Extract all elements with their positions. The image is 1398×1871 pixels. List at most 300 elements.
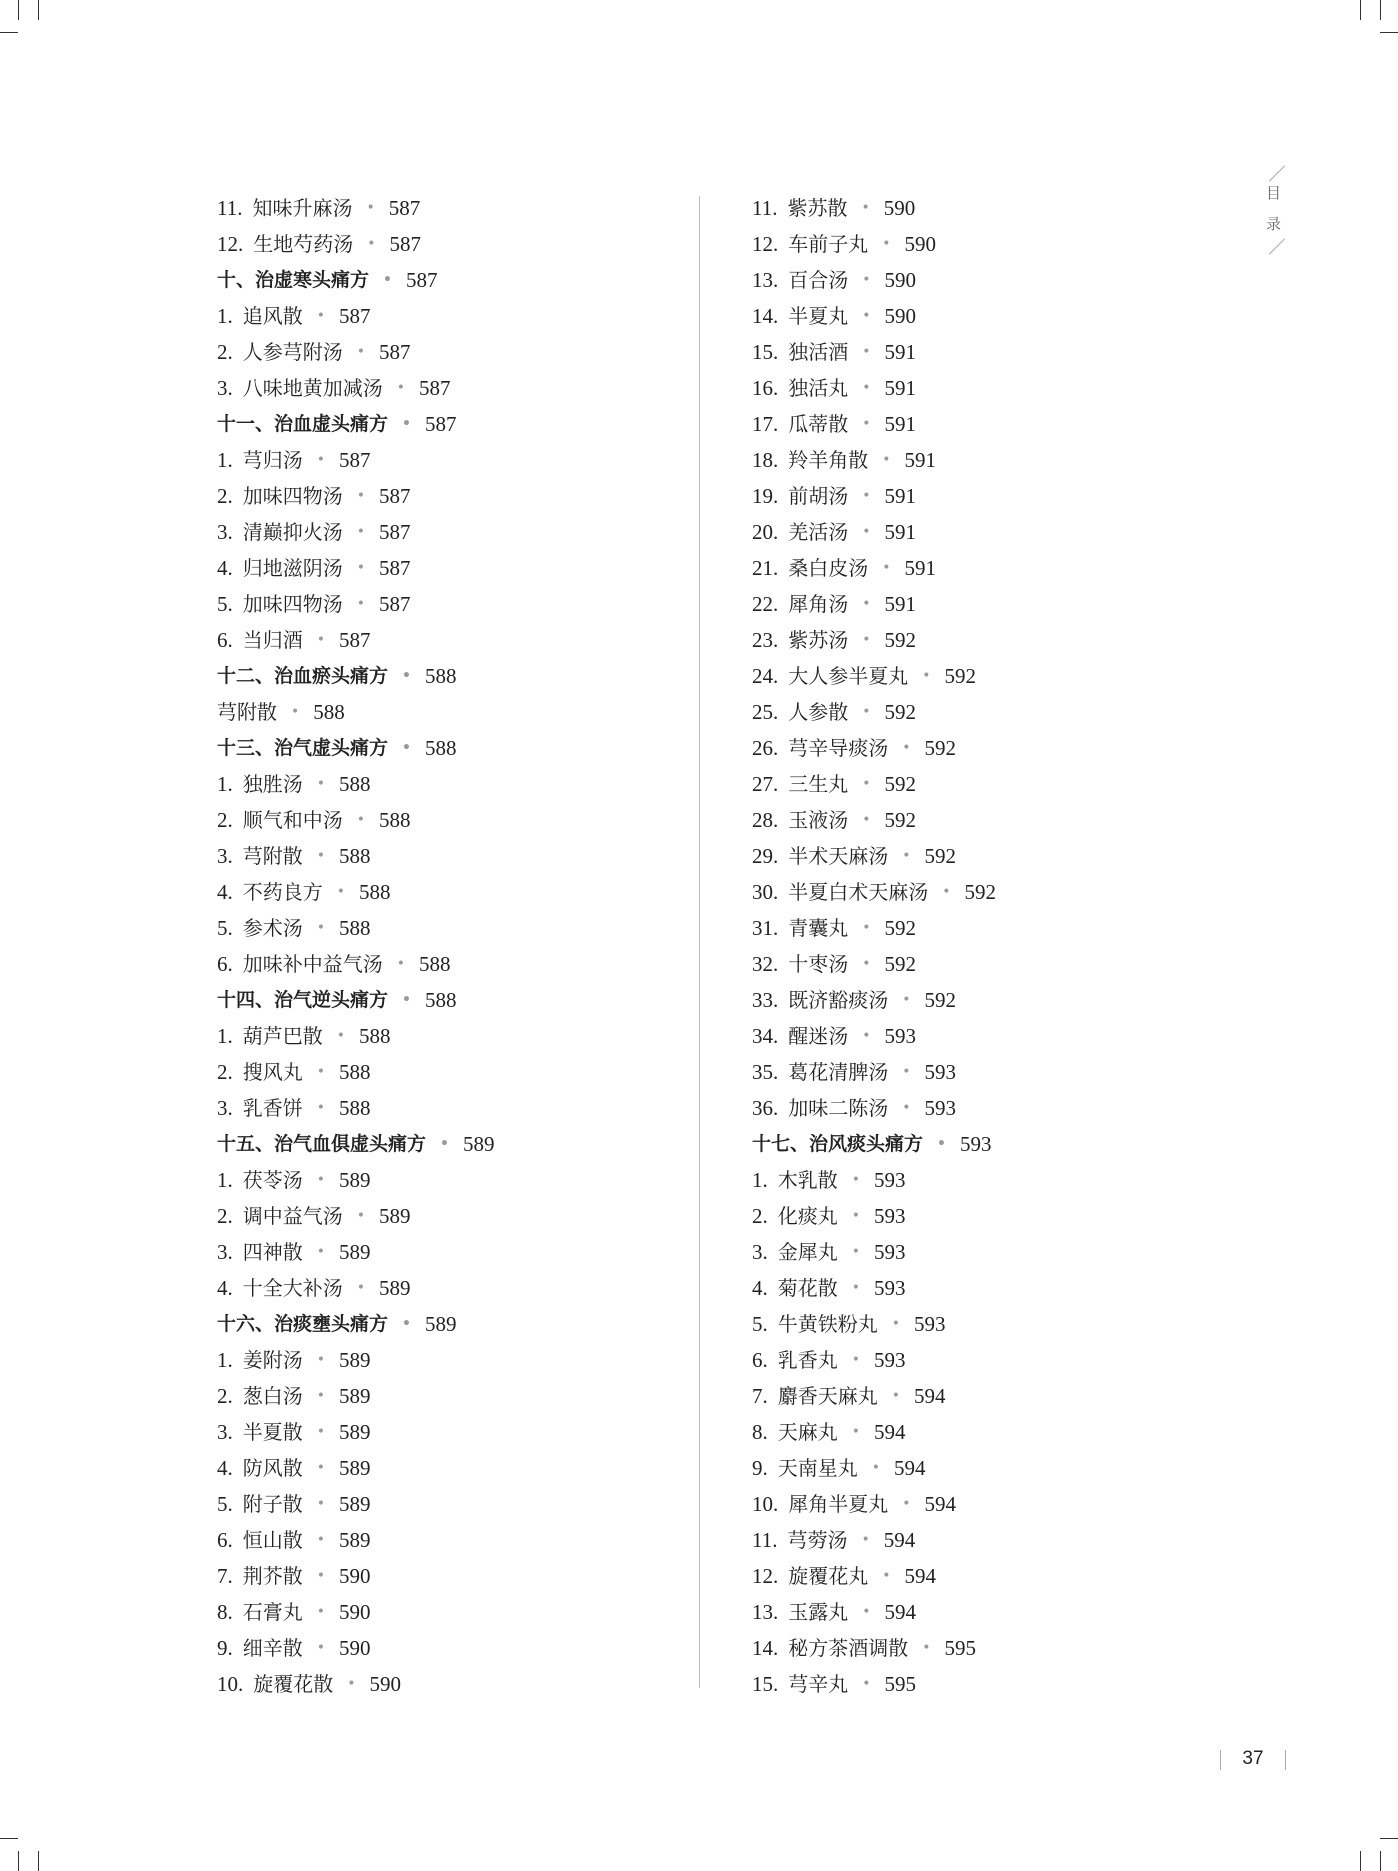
entry-title: 石膏丸	[242, 1600, 303, 1624]
toc-entry[interactable]	[217, 1378, 494, 1414]
toc-entry[interactable]	[752, 982, 996, 1018]
entry-title: 半夏丸	[788, 304, 849, 328]
dot-separator: •	[383, 272, 392, 288]
entry-title: 加味二陈汤	[788, 1096, 889, 1120]
entry-page-number: 589	[339, 1348, 371, 1372]
dot-separator: •	[861, 200, 870, 216]
toc-entry[interactable]	[752, 1666, 996, 1702]
entry-page-number: 592	[924, 844, 957, 868]
entry-number: 9.	[217, 1636, 233, 1660]
dot-separator: •	[862, 308, 871, 324]
entry-title: 紫苏散	[787, 196, 848, 220]
toc-entry[interactable]	[217, 1162, 494, 1198]
entry-page-number: 588	[424, 664, 457, 688]
entry-title: 十全大补汤	[242, 1276, 343, 1300]
dot-separator: •	[316, 1352, 326, 1368]
toc-entry[interactable]	[217, 946, 494, 982]
page-number: 37	[1242, 1748, 1264, 1769]
dot-separator: •	[316, 632, 326, 648]
entry-page-number: 589	[339, 1168, 371, 1192]
entry-number: 2.	[217, 1060, 233, 1084]
crop-mark	[1360, 1851, 1361, 1871]
dot-separator: •	[367, 236, 376, 252]
entry-number: 2.	[217, 1204, 233, 1228]
entry-title: 姜附汤	[242, 1348, 303, 1372]
entry-number: 6.	[217, 952, 233, 976]
dot-separator: •	[862, 380, 871, 396]
dot-separator: •	[902, 1100, 911, 1116]
entry-title: 十、治虚寒头痛方	[217, 269, 370, 291]
toc-entry[interactable]	[217, 874, 494, 910]
entry-page-number: 591	[884, 484, 917, 508]
entry-page-number: 592	[884, 700, 917, 724]
toc-entry[interactable]	[752, 946, 996, 982]
entry-page-number: 593	[924, 1060, 957, 1084]
toc-section-heading[interactable]	[217, 658, 494, 694]
crop-mark	[18, 0, 19, 20]
toc-entry[interactable]	[217, 1054, 494, 1090]
entry-number: 29.	[752, 844, 779, 868]
entry-title: 参术汤	[242, 916, 303, 940]
toc-entry[interactable]	[752, 802, 996, 838]
dot-separator: •	[366, 200, 375, 216]
dot-separator: •	[882, 560, 891, 576]
entry-number: 30.	[752, 880, 779, 904]
entry-number: 1.	[217, 1168, 233, 1192]
toc-entry[interactable]	[217, 586, 494, 622]
entry-number: 18.	[752, 448, 779, 472]
toc-entry[interactable]	[217, 1234, 494, 1270]
entry-title: 独活丸	[788, 376, 849, 400]
toc-entry[interactable]	[217, 766, 494, 802]
entry-title: 醒迷汤	[788, 1024, 849, 1048]
dot-separator: •	[356, 1280, 366, 1296]
toc-entry[interactable]	[217, 838, 494, 874]
dot-separator: •	[862, 416, 871, 432]
crop-mark	[1380, 32, 1398, 33]
entry-number: 14.	[752, 1636, 779, 1660]
toc-entry[interactable]	[752, 1198, 996, 1234]
entry-page-number: 590	[339, 1600, 371, 1624]
toc-entry[interactable]	[217, 1630, 494, 1666]
dot-separator: •	[316, 776, 326, 792]
toc-entry[interactable]	[217, 226, 494, 262]
toc-entry[interactable]	[217, 1486, 494, 1522]
entry-title: 归地滋阴汤	[242, 556, 343, 580]
entry-page-number: 589	[379, 1276, 411, 1300]
toc-entry[interactable]	[217, 802, 494, 838]
toc-entry[interactable]	[217, 478, 494, 514]
toc-entry[interactable]	[752, 334, 996, 370]
entry-title: 茯苓汤	[242, 1168, 303, 1192]
dot-separator: •	[316, 1532, 326, 1548]
dot-separator: •	[402, 740, 411, 756]
dot-separator: •	[862, 812, 871, 828]
entry-page-number: 594	[883, 1528, 916, 1552]
toc-entry[interactable]	[752, 910, 996, 946]
dot-separator: •	[316, 920, 326, 936]
toc-section-heading[interactable]	[217, 982, 494, 1018]
dot-separator: •	[891, 1388, 901, 1404]
dot-separator: •	[871, 1460, 881, 1476]
entry-number: 9.	[752, 1456, 768, 1480]
entry-number: 19.	[752, 484, 779, 508]
entry-title: 三生丸	[788, 772, 849, 796]
toc-entry[interactable]	[217, 1522, 494, 1558]
entry-page-number: 587	[424, 412, 457, 436]
toc-entry[interactable]	[752, 1522, 996, 1558]
toc-entry[interactable]	[217, 370, 494, 406]
entry-page-number: 588	[379, 808, 411, 832]
entry-title: 紫苏汤	[788, 628, 849, 652]
entry-title: 菊花散	[777, 1276, 838, 1300]
dot-separator: •	[922, 1640, 931, 1656]
toc-entry[interactable]	[752, 1162, 996, 1198]
entry-title: 顺气和中汤	[242, 808, 343, 832]
dot-separator: •	[336, 1028, 346, 1044]
entry-title: 搜风丸	[242, 1060, 303, 1084]
entry-page-number: 591	[884, 340, 917, 364]
entry-page-number: 591	[904, 448, 937, 472]
dot-separator: •	[402, 668, 411, 684]
entry-title: 大人参半夏丸	[788, 664, 909, 688]
entry-number: 1.	[217, 1348, 233, 1372]
dot-separator: •	[862, 1028, 871, 1044]
entry-page-number: 589	[339, 1384, 371, 1408]
toc-entry[interactable]	[752, 1630, 996, 1666]
toc-entry[interactable]	[217, 910, 494, 946]
entry-title: 羚羊角散	[788, 448, 869, 472]
entry-number: 10.	[217, 1672, 244, 1696]
entry-page-number: 593	[874, 1348, 906, 1372]
dot-separator: •	[356, 1208, 366, 1224]
dot-separator: •	[316, 1172, 326, 1188]
toc-entry[interactable]	[217, 550, 494, 586]
entry-title: 十四、治气逆头痛方	[217, 989, 389, 1011]
entry-number: 7.	[217, 1564, 233, 1588]
entry-number: 17.	[752, 412, 779, 436]
crop-mark	[1380, 0, 1381, 20]
entry-number: 11.	[752, 1528, 778, 1552]
entry-number: 4.	[217, 1456, 233, 1480]
entry-page-number: 592	[884, 772, 917, 796]
toc-entry[interactable]	[217, 1414, 494, 1450]
dot-separator: •	[862, 524, 871, 540]
entry-page-number: 594	[884, 1600, 917, 1624]
entry-number: 10.	[752, 1492, 779, 1516]
dot-separator: •	[316, 308, 326, 324]
entry-page-number: 592	[924, 736, 957, 760]
entry-title: 犀角半夏丸	[788, 1492, 889, 1516]
dot-separator: •	[402, 992, 411, 1008]
toc-entry[interactable]	[217, 514, 494, 550]
entry-page-number: 592	[884, 808, 917, 832]
toc-entry[interactable]	[752, 730, 996, 766]
entry-page-number: 590	[884, 304, 917, 328]
entry-page-number: 592	[924, 988, 957, 1012]
dot-separator: •	[402, 1316, 411, 1332]
entry-page-number: 593	[884, 1024, 917, 1048]
toc-column-right	[752, 190, 996, 1702]
toc-section-heading[interactable]	[217, 406, 494, 442]
entry-title: 防风散	[242, 1456, 303, 1480]
toc-entry[interactable]	[752, 838, 996, 874]
entry-page-number: 590	[339, 1636, 371, 1660]
entry-number: 3.	[752, 1240, 768, 1264]
entry-title: 独胜汤	[242, 772, 303, 796]
crop-mark	[1380, 1838, 1398, 1839]
entry-page-number: 592	[884, 916, 917, 940]
entry-page-number: 590	[339, 1564, 371, 1588]
entry-title: 人参散	[788, 700, 849, 724]
toc-entry[interactable]	[752, 514, 996, 550]
toc-section-heading[interactable]	[217, 262, 494, 298]
crop-mark	[38, 0, 39, 20]
entry-page-number: 593	[959, 1132, 992, 1156]
dot-separator: •	[902, 740, 911, 756]
entry-title: 十枣汤	[788, 952, 849, 976]
dot-separator: •	[402, 416, 411, 432]
dot-separator: •	[356, 524, 366, 540]
dot-separator: •	[862, 632, 871, 648]
toc-column-left	[217, 190, 494, 1702]
dot-separator: •	[922, 668, 931, 684]
entry-number: 2.	[217, 484, 233, 508]
toc-entry[interactable]	[217, 1090, 494, 1126]
entry-title: 芎辛导痰汤	[788, 736, 889, 760]
entry-number: 27.	[752, 772, 779, 796]
entry-title: 荆芥散	[242, 1564, 303, 1588]
toc-section-heading[interactable]	[217, 1306, 494, 1342]
entry-number: 5.	[217, 592, 233, 616]
toc-entry[interactable]	[752, 766, 996, 802]
entry-title: 追风散	[242, 304, 303, 328]
entry-title: 半夏白术天麻汤	[788, 880, 929, 904]
toc-entry[interactable]	[752, 586, 996, 622]
entry-page-number: 589	[379, 1204, 411, 1228]
toc-entry[interactable]	[752, 262, 996, 298]
toc-section-heading[interactable]	[752, 1126, 996, 1162]
entry-title: 前胡汤	[788, 484, 849, 508]
toc-entry[interactable]	[752, 874, 996, 910]
toc-entry[interactable]	[217, 1018, 494, 1054]
entry-page-number: 590	[884, 268, 917, 292]
toc-entry[interactable]	[752, 1342, 996, 1378]
toc-section-heading[interactable]	[217, 730, 494, 766]
toc-entry[interactable]	[217, 1450, 494, 1486]
toc-entry[interactable]	[752, 1378, 996, 1414]
entry-number: 1.	[217, 448, 233, 472]
entry-number: 21.	[752, 556, 779, 580]
dot-separator: •	[851, 1244, 861, 1260]
entry-page-number: 589	[339, 1240, 371, 1264]
toc-entry[interactable]	[217, 622, 494, 658]
entry-page-number: 595	[944, 1636, 977, 1660]
entry-title: 牛黄铁粉丸	[777, 1312, 878, 1336]
dot-separator: •	[316, 1640, 326, 1656]
toc-entry[interactable]	[217, 1558, 494, 1594]
toc-entry[interactable]	[217, 190, 494, 226]
entry-page-number: 589	[339, 1528, 371, 1552]
dot-separator: •	[902, 992, 911, 1008]
entry-title: 加味四物汤	[242, 592, 343, 616]
dot-separator: •	[862, 272, 871, 288]
entry-number: 12.	[752, 232, 779, 256]
toc-entry[interactable]	[752, 406, 996, 442]
entry-number: 12.	[752, 1564, 779, 1588]
toc-entry[interactable]	[752, 1270, 996, 1306]
dot-separator: •	[862, 488, 871, 504]
entry-number: 1.	[217, 1024, 233, 1048]
entry-number: 2.	[752, 1204, 768, 1228]
toc-entry[interactable]	[752, 1090, 996, 1126]
entry-number: 3.	[217, 520, 233, 544]
toc-entry[interactable]	[752, 1018, 996, 1054]
toc-entry[interactable]	[752, 190, 996, 226]
entry-number: 4.	[217, 1276, 233, 1300]
dot-separator: •	[356, 488, 366, 504]
toc-entry[interactable]	[217, 298, 494, 334]
entry-page-number: 594	[904, 1564, 937, 1588]
entry-page-number: 588	[424, 736, 457, 760]
dot-separator: •	[316, 1496, 326, 1512]
entry-title: 当归酒	[242, 628, 303, 652]
entry-page-number: 587	[379, 556, 411, 580]
entry-title: 芎附散	[217, 700, 277, 724]
toc-entry[interactable]	[752, 1414, 996, 1450]
dot-separator: •	[356, 596, 366, 612]
entry-number: 4.	[752, 1276, 768, 1300]
dot-separator: •	[851, 1172, 861, 1188]
toc-entry[interactable]	[217, 694, 494, 730]
toc-entry[interactable]	[217, 442, 494, 478]
toc-entry[interactable]	[752, 1486, 996, 1522]
entry-page-number: 587	[379, 592, 411, 616]
entry-page-number: 594	[874, 1420, 906, 1444]
toc-entry[interactable]	[217, 1594, 494, 1630]
toc-entry[interactable]	[752, 370, 996, 406]
entry-number: 5.	[752, 1312, 768, 1336]
entry-number: 3.	[217, 1240, 233, 1264]
entry-number: 36.	[752, 1096, 779, 1120]
entry-title: 十三、治气虚头痛方	[217, 737, 389, 759]
entry-title: 十七、治风痰头痛方	[752, 1133, 924, 1155]
dot-separator: •	[316, 452, 326, 468]
dot-separator: •	[851, 1208, 861, 1224]
toc-entry[interactable]	[752, 226, 996, 262]
entry-page-number: 590	[883, 196, 916, 220]
dot-separator: •	[882, 1568, 891, 1584]
entry-page-number: 588	[359, 880, 391, 904]
toc-entry[interactable]	[752, 694, 996, 730]
entry-title: 葱白汤	[242, 1384, 303, 1408]
toc-entry[interactable]	[752, 442, 996, 478]
entry-title: 知味升麻汤	[252, 196, 353, 220]
entry-number: 11.	[217, 196, 243, 220]
entry-page-number: 592	[964, 880, 997, 904]
entry-page-number: 590	[904, 232, 937, 256]
entry-number: 33.	[752, 988, 779, 1012]
entry-number: 2.	[217, 808, 233, 832]
toc-entry[interactable]	[752, 1306, 996, 1342]
entry-number: 24.	[752, 664, 779, 688]
entry-page-number: 592	[884, 628, 917, 652]
entry-number: 6.	[217, 1528, 233, 1552]
entry-title: 十五、治气血俱虚头痛方	[217, 1133, 427, 1155]
entry-title: 桑白皮汤	[788, 556, 869, 580]
entry-title: 麝香天麻丸	[777, 1384, 878, 1408]
toc-entry[interactable]	[752, 1450, 996, 1486]
dot-separator: •	[862, 956, 871, 972]
toc-entry[interactable]	[217, 1270, 494, 1306]
toc-entry[interactable]	[752, 298, 996, 334]
entry-number: 23.	[752, 628, 779, 652]
entry-page-number: 588	[419, 952, 451, 976]
toc-entry[interactable]	[752, 478, 996, 514]
toc-entry[interactable]	[217, 1342, 494, 1378]
dot-separator: •	[851, 1424, 861, 1440]
entry-page-number: 588	[313, 700, 345, 724]
entry-title: 既济豁痰汤	[788, 988, 889, 1012]
entry-page-number: 591	[884, 592, 917, 616]
entry-page-number: 587	[388, 196, 421, 220]
entry-number: 4.	[217, 556, 233, 580]
entry-number: 14.	[752, 304, 779, 328]
entry-page-number: 593	[874, 1240, 906, 1264]
entry-title: 玉露丸	[788, 1600, 849, 1624]
entry-page-number: 588	[339, 1096, 371, 1120]
entry-page-number: 594	[924, 1492, 957, 1516]
entry-number: 3.	[217, 376, 233, 400]
toc-entry[interactable]	[217, 1666, 494, 1702]
toc-entry[interactable]	[217, 334, 494, 370]
entry-page-number: 594	[894, 1456, 926, 1480]
entry-number: 28.	[752, 808, 779, 832]
toc-entry[interactable]	[752, 1558, 996, 1594]
crop-mark	[38, 1851, 39, 1871]
toc-entry[interactable]	[752, 1594, 996, 1630]
entry-page-number: 587	[419, 376, 451, 400]
entry-title: 十一、治血虚头痛方	[217, 413, 389, 435]
entry-title: 独活酒	[788, 340, 849, 364]
dot-separator: •	[316, 1460, 326, 1476]
toc-entry[interactable]	[752, 1054, 996, 1090]
entry-title: 芎辛丸	[788, 1672, 849, 1696]
entry-page-number: 589	[339, 1420, 371, 1444]
dot-separator: •	[882, 236, 891, 252]
entry-title: 细辛散	[242, 1636, 303, 1660]
toc-entry[interactable]	[752, 1234, 996, 1270]
entry-number: 3.	[217, 1096, 233, 1120]
entry-title: 芎归汤	[242, 448, 303, 472]
toc-entry[interactable]	[752, 550, 996, 586]
entry-number: 3.	[217, 844, 233, 868]
toc-entry[interactable]	[217, 1198, 494, 1234]
toc-entry[interactable]	[752, 622, 996, 658]
toc-section-heading[interactable]	[217, 1126, 494, 1162]
entry-number: 26.	[752, 736, 779, 760]
entry-page-number: 587	[339, 628, 371, 652]
entry-number: 7.	[752, 1384, 768, 1408]
entry-page-number: 594	[914, 1384, 946, 1408]
entry-page-number: 588	[339, 772, 371, 796]
entry-title: 瓜蒂散	[788, 412, 849, 436]
toc-entry[interactable]	[752, 658, 996, 694]
entry-number: 35.	[752, 1060, 779, 1084]
dot-separator: •	[316, 848, 326, 864]
dot-separator: •	[316, 1388, 326, 1404]
entry-number: 16.	[752, 376, 779, 400]
